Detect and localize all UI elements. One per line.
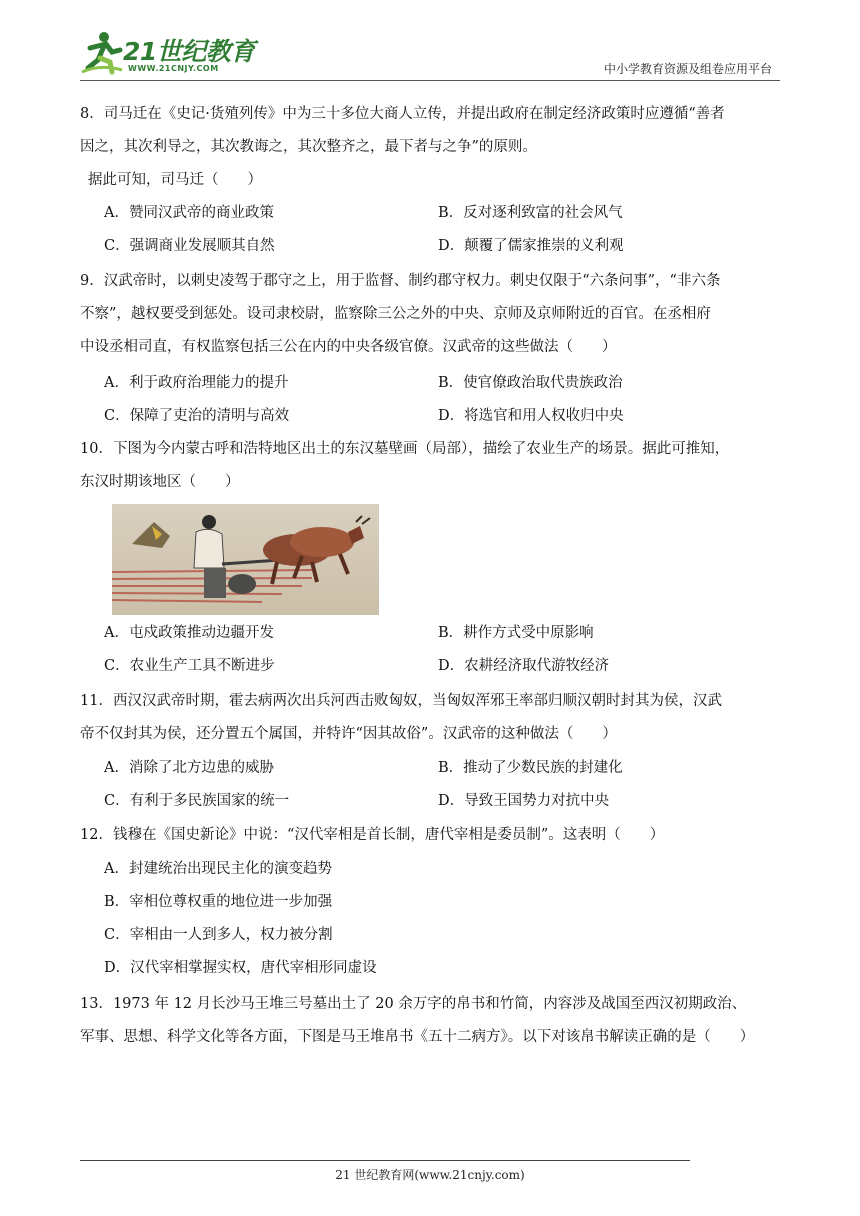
question-line: 据此可知，司马迁（ ） [88, 172, 262, 188]
header-platform-text: 中小学教育资源及组卷应用平台 [603, 62, 772, 76]
option-b[interactable]: B．耕作方式受中原影响 [438, 625, 594, 641]
question-9-options [104, 367, 784, 433]
question-12 [80, 819, 780, 852]
question-line: 10．下图为今内蒙古呼和浩特地区出土的东汉墓壁画（局部），描绘了农业生产的场景。据此可推知， [80, 441, 730, 457]
option-d[interactable]: D．将选官和用人权收归中央 [438, 408, 624, 424]
logo-subtext: WWW.21CNJY.COM [128, 64, 219, 73]
option-a[interactable]: A．屯戍政策推动边疆开发 [104, 625, 274, 641]
question-11 [80, 685, 780, 751]
site-logo [80, 30, 260, 80]
question-line: 东汉时期该地区（ ） [80, 474, 240, 490]
option-d[interactable]: D．汉代宰相掌握实权，唐代宰相形同虚设 [104, 960, 377, 976]
question-10 [80, 433, 780, 499]
option-d[interactable]: D．导致王国势力对抗中央 [438, 793, 610, 809]
question-10-options [104, 617, 784, 683]
running-figure-icon [80, 30, 124, 76]
question-8 [80, 98, 780, 197]
option-c[interactable]: C．农业生产工具不断进步 [104, 658, 275, 674]
option-b[interactable]: B．反对逐利致富的社会风气 [438, 205, 623, 221]
option-d[interactable]: D．农耕经济取代游牧经济 [438, 658, 610, 674]
option-a[interactable]: A．封建统治出现民主化的演变趋势 [104, 861, 332, 877]
option-b[interactable]: B．宰相位尊权重的地位进一步加强 [104, 894, 333, 910]
logo-text: 21世纪教育 [123, 37, 255, 66]
header-divider [80, 80, 780, 81]
question-line: 因之，其次利导之，其次教诲之，其次整齐之，最下者与之争”的原则。 [80, 139, 537, 155]
option-a[interactable]: A．赞同汉武帝的商业政策 [104, 205, 274, 221]
option-d[interactable]: D．颠覆了儒家推崇的义利观 [438, 238, 624, 254]
option-c[interactable]: C．保障了吏治的清明与高效 [104, 408, 290, 424]
question-line: 12．钱穆在《国史新论》中说：“汉代宰相是首长制，唐代宰相是委员制”。这表明（ ） [80, 827, 665, 843]
footer-divider [80, 1160, 690, 1161]
mural-ox-plowing-image [112, 504, 379, 615]
question-11-options [104, 752, 784, 818]
option-c[interactable]: C．强调商业发展顺其自然 [104, 238, 275, 254]
option-c[interactable]: C．有利于多民族国家的统一 [104, 793, 290, 809]
question-line: 13．1973 年 12 月长沙马王堆三号墓出土了 20 余万字的帛书和竹简，内容涉及战国至西汉初期政治、 [80, 996, 747, 1012]
question-13 [80, 988, 780, 1054]
question-line: 11．西汉汉武帝时期，霍去病两次出兵河西击败匈奴，当匈奴浑邪王率部归顺汉朝时封其为侯，汉武 [80, 693, 722, 709]
option-b[interactable]: B．使官僚政治取代贵族政治 [438, 375, 623, 391]
option-a[interactable]: A．消除了北方边患的威胁 [104, 760, 274, 776]
question-line: 不察”，越权要受到惩处。设司隶校尉，监察除三公之外的中央、京师及京师附近的百官。在丞相府 [80, 306, 711, 322]
question-line: 中设丞相司直，有权监察包括三公在内的中央各级官僚。汉武帝的这些做法（ ） [80, 339, 617, 355]
question-8-options [104, 197, 784, 263]
option-b[interactable]: B．推动了少数民族的封建化 [438, 760, 623, 776]
question-12-options [104, 853, 784, 985]
question-9 [80, 265, 780, 364]
question-line: 8．司马迁在《史记·货殖列传》中为三十多位大商人立传，并提出政府在制定经济政策时应遵循“善者 [80, 106, 725, 122]
option-a[interactable]: A．利于政府治理能力的提升 [104, 375, 289, 391]
question-line: 帝不仅封其为侯，还分置五个属国，并特许“因其故俗”。汉武帝的这种做法（ ） [80, 726, 617, 742]
question-line: 9．汉武帝时，以刺史凌驾于郡守之上，用于监督、制约郡守权力。刺史仅限于“六条问事”，“非六条 [80, 273, 721, 289]
footer-text: 21 世纪教育网(www.21cnjy.com) [335, 1168, 525, 1182]
option-c[interactable]: C．宰相由一人到多人，权力被分割 [104, 927, 333, 943]
question-line: 军事、思想、科学文化等各方面，下图是马王堆帛书《五十二病方》。以下对该帛书解读正确的是（ ） [80, 1029, 755, 1045]
